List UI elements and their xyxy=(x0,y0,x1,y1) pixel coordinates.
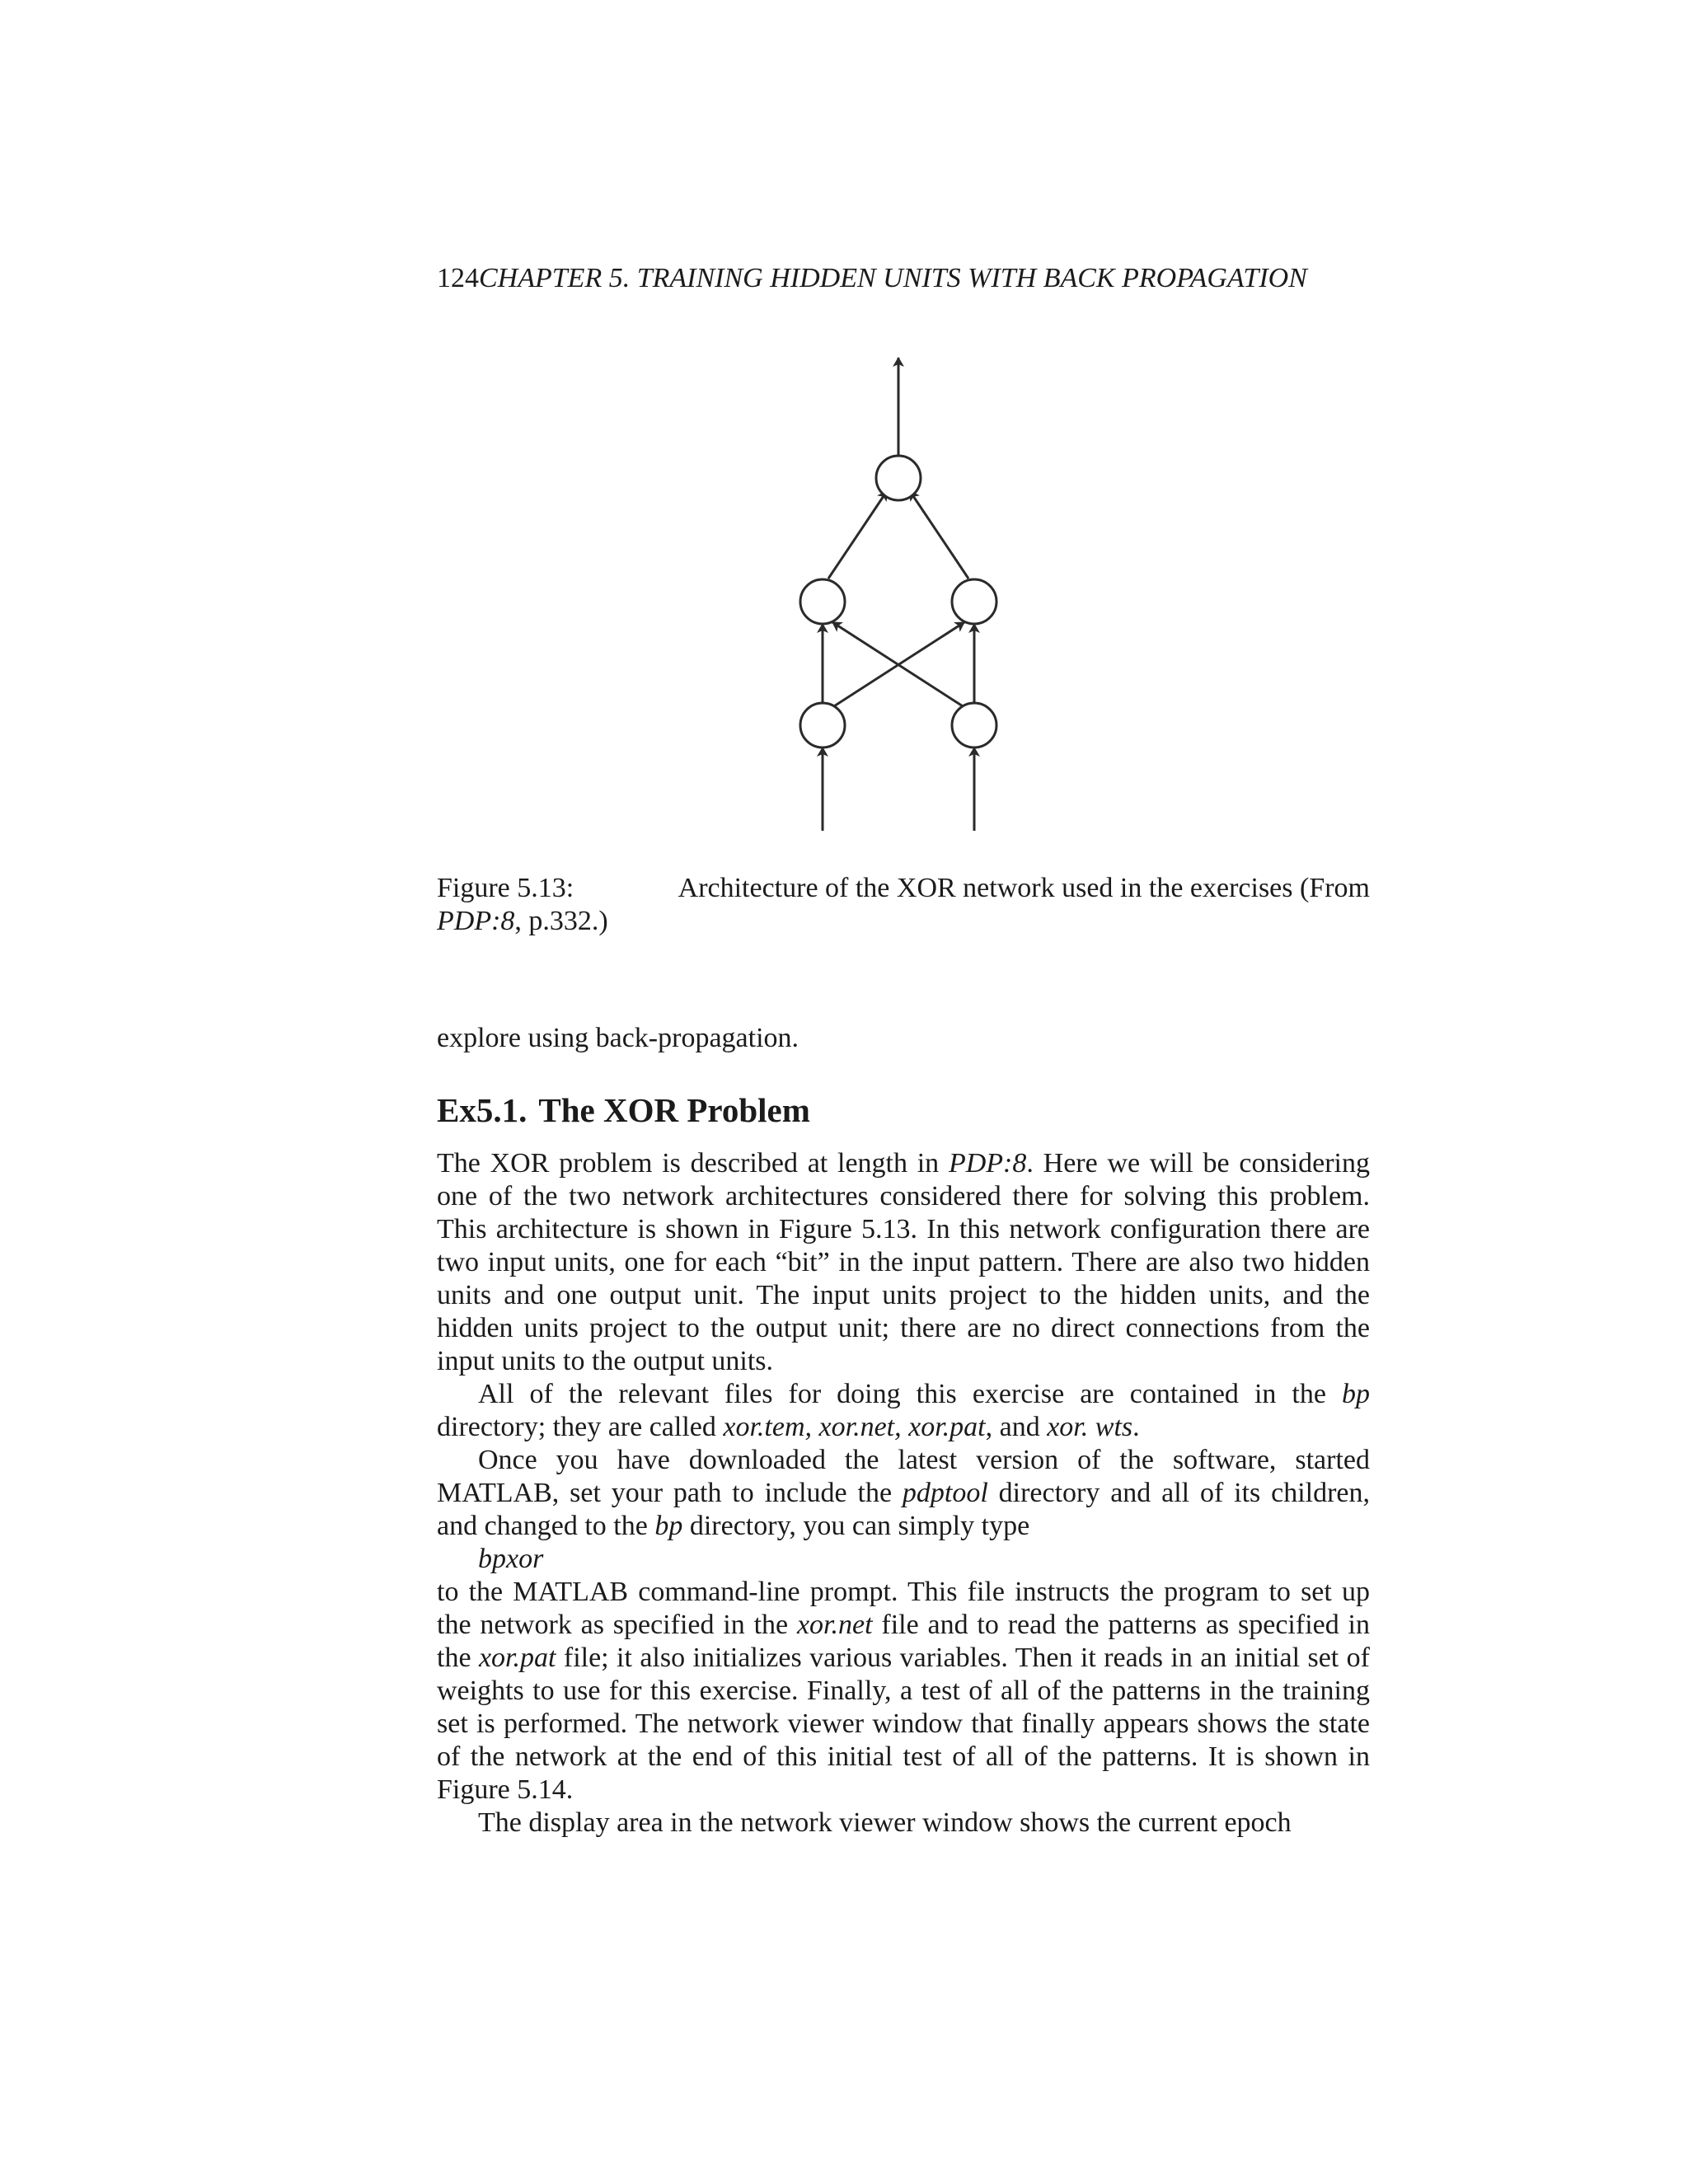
p4-text-c: file; it also initializes various variables. Then it reads in an initial set of weights to use for this exercise. Finally, a test of all of the patterns in the training set is performed. The network viewer window that finally appears shows the state of the network at the end of this initial test of all of the patterns. It is shown in Figure 5.14. xyxy=(437,1643,1370,1805)
paragraph-4 xyxy=(437,1576,1370,1807)
hidden-unit-left xyxy=(800,579,845,624)
figure-caption xyxy=(437,872,1370,938)
caption-tail: , p.332.) xyxy=(514,906,608,936)
xor-network-figure xyxy=(767,338,1047,849)
paragraph-2 xyxy=(437,1378,1370,1444)
caption-line-2 xyxy=(437,905,1370,938)
lead-text: explore using back-propagation. xyxy=(437,1023,799,1053)
input-unit-right xyxy=(952,703,996,748)
section-number: Ex5.1. xyxy=(437,1091,528,1129)
p2-text-d: . xyxy=(1132,1412,1140,1442)
p2-files: xor.tem, xor.net, xor.pat xyxy=(723,1412,986,1442)
p4-text-b: file and to read the patterns as specified in the xyxy=(437,1610,1370,1673)
p2-text-c: , and xyxy=(985,1412,1048,1442)
p1-ref: PDP:8 xyxy=(948,1148,1027,1179)
chapter-title: CHAPTER 5. TRAINING HIDDEN UNITS WITH BACK PROPAGATION xyxy=(479,263,1307,293)
p4-text-a: to the MATLAB command-line prompt. This file instructs the program to set up the network as specified in the xyxy=(437,1577,1370,1640)
command-bpxor: bpxor xyxy=(478,1544,544,1574)
caption-text: Architecture of the XOR network used in the exercises (From xyxy=(678,873,1370,903)
section-heading xyxy=(437,1090,810,1131)
section-body xyxy=(437,1147,1370,1840)
xor-network-diagram xyxy=(767,338,1047,849)
edge-input-left-to-hidden-right xyxy=(828,622,964,710)
p3-text-c: directory, you can simply type xyxy=(682,1511,1030,1541)
paragraph-5: The display area in the network viewer window shows the current epoch xyxy=(478,1807,1292,1838)
hidden-unit-right xyxy=(952,579,996,624)
paragraph-1 xyxy=(437,1147,1370,1378)
section-title: The XOR Problem xyxy=(538,1091,810,1129)
input-unit-left xyxy=(800,703,845,748)
p3-pdptool: pdptool xyxy=(902,1478,988,1508)
p2-text-a: All of the relevant files for doing this exercise are contained in the xyxy=(478,1379,1342,1409)
p3-bp: bp xyxy=(654,1511,683,1541)
p4-pat: xor.pat xyxy=(478,1643,556,1673)
p2-text-b: directory; they are called xyxy=(437,1412,724,1442)
running-header xyxy=(437,262,1401,295)
caption-label: Figure 5.13: xyxy=(437,873,574,903)
page-number: 124 xyxy=(437,263,479,293)
caption-line-1 xyxy=(437,872,1370,905)
p3-text-b: directory and all of its children, and changed to the xyxy=(437,1478,1370,1541)
p4-net: xor.net xyxy=(796,1610,873,1640)
edge-hidden-right-to-output xyxy=(910,491,968,579)
edge-input-right-to-hidden-left xyxy=(832,622,969,710)
p1-text-b: . Here we will be considering one of the two network architectures considered there for solving this problem. This architecture is shown in Figure 5.13. In this network configuration there are two input units, one for each “bit” in the input pattern. There are also two hidden units and one output unit. The input units project to the hidden units, and the hidden units project to the output unit; there are no direct connections from the input units to the output units. xyxy=(437,1148,1370,1376)
p3-text-a: Once you have downloaded the latest version of the software, started MATLAB, set your path to include the xyxy=(437,1445,1370,1508)
p2-bp: bp xyxy=(1342,1379,1370,1409)
caption-source: PDP:8 xyxy=(437,906,515,936)
paragraph-3 xyxy=(437,1444,1370,1543)
p2-wts: xor. wts xyxy=(1047,1412,1133,1442)
edge-hidden-left-to-output xyxy=(828,491,887,579)
p1-text-a: The XOR problem is described at length in xyxy=(437,1148,949,1179)
output-unit xyxy=(876,456,921,500)
